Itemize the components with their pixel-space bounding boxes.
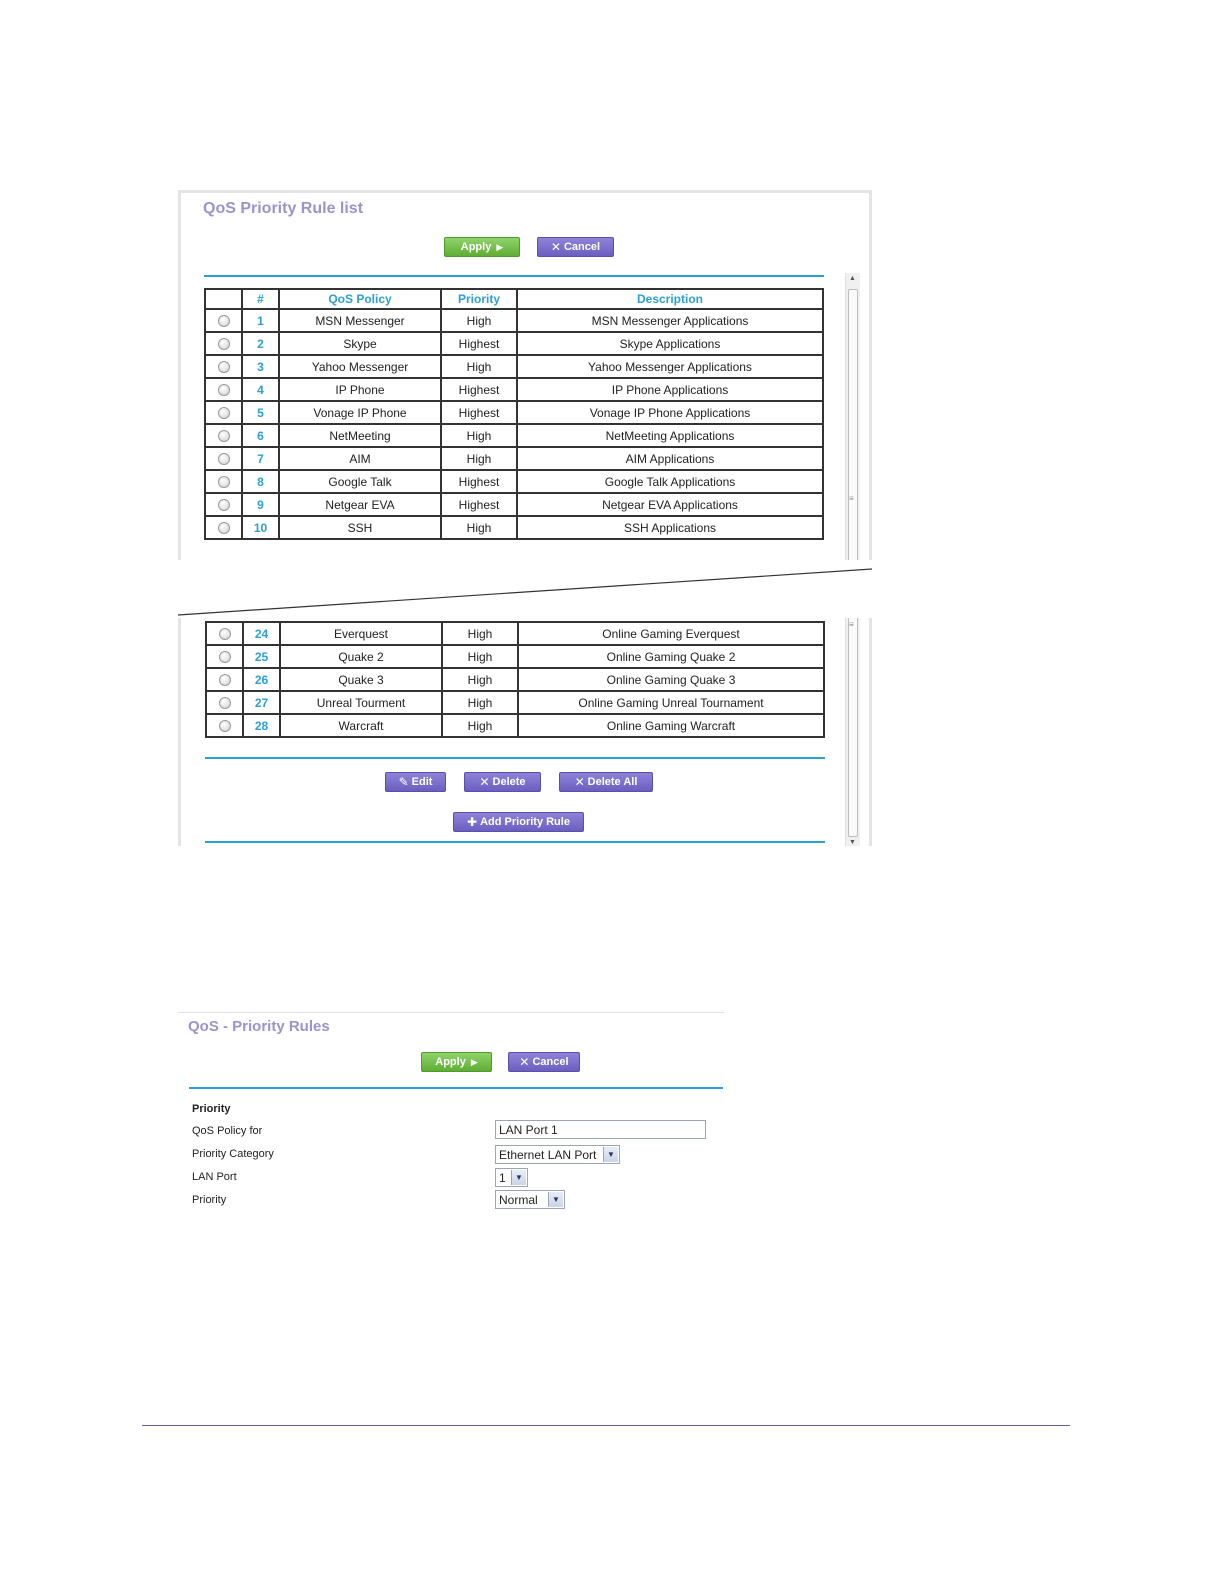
policy-name: Quake 2 bbox=[280, 645, 442, 668]
rule-table-bottom bbox=[205, 621, 825, 738]
description: Online Gaming Unreal Tournament bbox=[518, 691, 824, 714]
row-radio[interactable] bbox=[218, 361, 230, 373]
rule-number: 2 bbox=[242, 332, 279, 355]
x-icon: ✕ bbox=[574, 775, 585, 789]
row-radio[interactable] bbox=[218, 384, 230, 396]
policy-name: Warcraft bbox=[280, 714, 442, 737]
header-description: Description bbox=[517, 289, 823, 309]
select-cell[interactable] bbox=[205, 493, 242, 516]
cancel-label: Cancel bbox=[532, 1056, 569, 1068]
table-row[interactable] bbox=[205, 470, 823, 493]
policy-name: Yahoo Messenger bbox=[279, 355, 441, 378]
x-icon: ✕ bbox=[550, 240, 561, 254]
header-policy: QoS Policy bbox=[279, 289, 441, 309]
delete-label: Delete bbox=[492, 776, 526, 788]
header-select bbox=[205, 289, 242, 309]
divider bbox=[205, 757, 825, 759]
description: Online Gaming Quake 3 bbox=[518, 668, 824, 691]
cancel-label: Cancel bbox=[563, 241, 601, 253]
policy-name: Unreal Tourment bbox=[280, 691, 442, 714]
description: Vonage IP Phone Applications bbox=[517, 401, 823, 424]
rule-number: 28 bbox=[243, 714, 280, 737]
priority-value: High bbox=[441, 424, 517, 447]
top-border bbox=[178, 1012, 724, 1013]
table-row[interactable] bbox=[205, 516, 823, 539]
x-icon: ✕ bbox=[519, 1055, 530, 1069]
rule-number: 26 bbox=[243, 668, 280, 691]
edit-label: Edit bbox=[411, 776, 433, 788]
priority-value: Highest bbox=[441, 470, 517, 493]
policy-name: AIM bbox=[279, 447, 441, 470]
qos-policy-for-value: LAN Port 1 bbox=[499, 1122, 558, 1137]
select-cell[interactable] bbox=[205, 332, 242, 355]
rule-table-top bbox=[204, 288, 824, 540]
table-row[interactable] bbox=[205, 332, 823, 355]
priority-category-select[interactable] bbox=[495, 1145, 620, 1164]
scroll-up-icon[interactable]: ▲ bbox=[849, 275, 856, 282]
row-radio[interactable] bbox=[219, 720, 231, 732]
priority-value: Highest bbox=[441, 401, 517, 424]
priority-category-label: Priority Category bbox=[192, 1148, 274, 1160]
description: Netgear EVA Applications bbox=[517, 493, 823, 516]
qos-policy-for-label: QoS Policy for bbox=[192, 1125, 263, 1137]
rule-number: 27 bbox=[243, 691, 280, 714]
select-cell[interactable] bbox=[205, 401, 242, 424]
policy-name: SSH bbox=[279, 516, 441, 539]
priority-value: High bbox=[441, 355, 517, 378]
rule-number: 24 bbox=[243, 622, 280, 645]
header-priority: Priority bbox=[441, 289, 517, 309]
row-radio[interactable] bbox=[218, 338, 230, 350]
priority-category-value: Ethernet LAN Port bbox=[499, 1147, 597, 1162]
add-priority-rule-button[interactable] bbox=[453, 812, 584, 832]
divider bbox=[204, 275, 824, 277]
chevron-down-icon[interactable]: ▼ bbox=[511, 1170, 526, 1185]
description: Online Gaming Quake 2 bbox=[518, 645, 824, 668]
header-num: # bbox=[242, 289, 279, 309]
lan-port-select[interactable] bbox=[495, 1168, 528, 1187]
panel-title: QoS - Priority Rules bbox=[188, 1018, 330, 1035]
select-cell[interactable] bbox=[206, 691, 243, 714]
play-arrow-icon: ▶ bbox=[470, 1056, 478, 1067]
description: IP Phone Applications bbox=[517, 378, 823, 401]
table-row[interactable] bbox=[205, 355, 823, 378]
priority-value: High bbox=[441, 516, 517, 539]
description: Online Gaming Warcraft bbox=[518, 714, 824, 737]
rule-number: 8 bbox=[242, 470, 279, 493]
row-radio[interactable] bbox=[219, 674, 231, 686]
select-cell[interactable] bbox=[206, 622, 243, 645]
grip-icon: ≡ bbox=[849, 494, 854, 503]
apply-label: Apply bbox=[460, 241, 492, 253]
apply-label: Apply bbox=[435, 1056, 466, 1068]
row-radio[interactable] bbox=[219, 628, 231, 640]
table-row[interactable] bbox=[205, 378, 823, 401]
priority-value: High bbox=[442, 668, 518, 691]
pencil-icon: ✎ bbox=[398, 775, 409, 789]
priority-label: Priority bbox=[192, 1194, 227, 1206]
select-cell[interactable] bbox=[205, 447, 242, 470]
rule-number: 3 bbox=[242, 355, 279, 378]
description: MSN Messenger Applications bbox=[517, 309, 823, 332]
table-row[interactable] bbox=[205, 309, 823, 332]
policy-name: Google Talk bbox=[279, 470, 441, 493]
row-radio[interactable] bbox=[219, 697, 231, 709]
cancel-button[interactable] bbox=[508, 1052, 580, 1072]
row-radio[interactable] bbox=[218, 499, 230, 511]
policy-name: NetMeeting bbox=[279, 424, 441, 447]
rule-number: 6 bbox=[242, 424, 279, 447]
priority-value: Normal bbox=[499, 1192, 538, 1207]
scroll-thumb[interactable] bbox=[848, 289, 858, 589]
select-cell[interactable] bbox=[206, 714, 243, 737]
table-row[interactable] bbox=[205, 424, 823, 447]
qos-rule-list-panel bbox=[178, 190, 872, 846]
priority-value: Highest bbox=[441, 378, 517, 401]
select-cell[interactable] bbox=[206, 668, 243, 691]
priority-select[interactable] bbox=[495, 1190, 565, 1209]
qos-policy-for-input[interactable] bbox=[495, 1120, 706, 1139]
scroll-down-icon[interactable]: ▼ bbox=[849, 839, 856, 846]
table-row[interactable] bbox=[205, 401, 823, 424]
row-radio[interactable] bbox=[218, 407, 230, 419]
rule-number: 10 bbox=[242, 516, 279, 539]
x-icon: ✕ bbox=[479, 775, 490, 789]
priority-value: High bbox=[442, 691, 518, 714]
policy-name: Quake 3 bbox=[280, 668, 442, 691]
policy-name: MSN Messenger bbox=[279, 309, 441, 332]
row-radio[interactable] bbox=[218, 476, 230, 488]
rule-number: 7 bbox=[242, 447, 279, 470]
select-cell[interactable] bbox=[205, 516, 242, 539]
table-row[interactable] bbox=[205, 447, 823, 470]
select-cell[interactable] bbox=[205, 355, 242, 378]
chevron-down-icon[interactable]: ▼ bbox=[603, 1147, 618, 1162]
description: SSH Applications bbox=[517, 516, 823, 539]
scrollbar-lower[interactable] bbox=[845, 613, 860, 846]
scroll-thumb-lower[interactable] bbox=[848, 613, 858, 837]
scrollbar[interactable] bbox=[845, 273, 860, 573]
play-arrow-icon: ▶ bbox=[496, 241, 504, 252]
row-radio[interactable] bbox=[219, 651, 231, 663]
lan-port-value: 1 bbox=[499, 1170, 506, 1185]
description: Yahoo Messenger Applications bbox=[517, 355, 823, 378]
table-row[interactable] bbox=[205, 493, 823, 516]
select-cell[interactable] bbox=[205, 424, 242, 447]
rule-number: 4 bbox=[242, 378, 279, 401]
delete-all-label: Delete All bbox=[587, 776, 638, 788]
page-break-cut bbox=[170, 560, 880, 618]
cancel-button[interactable] bbox=[537, 237, 614, 257]
description: NetMeeting Applications bbox=[517, 424, 823, 447]
priority-value: High bbox=[441, 309, 517, 332]
apply-button[interactable] bbox=[444, 237, 520, 257]
table-row[interactable] bbox=[206, 645, 824, 668]
table-row[interactable] bbox=[206, 668, 824, 691]
add-rule-label: Add Priority Rule bbox=[480, 816, 570, 828]
select-cell[interactable] bbox=[205, 470, 242, 493]
policy-name: Vonage IP Phone bbox=[279, 401, 441, 424]
rule-number: 25 bbox=[243, 645, 280, 668]
priority-value: Highest bbox=[441, 332, 517, 355]
policy-name: Netgear EVA bbox=[279, 493, 441, 516]
table-row[interactable] bbox=[206, 691, 824, 714]
table-header bbox=[205, 289, 823, 309]
rule-number: 5 bbox=[242, 401, 279, 424]
qos-priority-rules-panel bbox=[178, 1012, 724, 1222]
chevron-down-icon[interactable]: ▼ bbox=[548, 1192, 563, 1207]
footer-rule bbox=[142, 1425, 1070, 1426]
rule-number: 1 bbox=[242, 309, 279, 332]
apply-button[interactable] bbox=[421, 1052, 492, 1072]
row-radio[interactable] bbox=[218, 315, 230, 327]
priority-value: Highest bbox=[441, 493, 517, 516]
divider bbox=[205, 841, 825, 843]
description: Skype Applications bbox=[517, 332, 823, 355]
table-row[interactable] bbox=[206, 714, 824, 737]
description: AIM Applications bbox=[517, 447, 823, 470]
policy-name: Skype bbox=[279, 332, 441, 355]
lan-port-label: LAN Port bbox=[192, 1171, 237, 1183]
priority-value: High bbox=[441, 447, 517, 470]
row-radio[interactable] bbox=[218, 522, 230, 534]
divider bbox=[189, 1087, 723, 1089]
select-cell[interactable] bbox=[205, 378, 242, 401]
grip-icon: ≡ bbox=[849, 620, 854, 629]
priority-value: High bbox=[442, 645, 518, 668]
section-heading: Priority bbox=[192, 1103, 231, 1115]
plus-icon: ✚ bbox=[467, 815, 478, 829]
delete-all-button[interactable] bbox=[559, 772, 653, 792]
select-cell[interactable] bbox=[205, 309, 242, 332]
row-radio[interactable] bbox=[218, 453, 230, 465]
table-row[interactable] bbox=[206, 622, 824, 645]
edit-button[interactable] bbox=[385, 772, 446, 792]
select-cell[interactable] bbox=[206, 645, 243, 668]
priority-value: High bbox=[442, 622, 518, 645]
rule-number: 9 bbox=[242, 493, 279, 516]
description: Google Talk Applications bbox=[517, 470, 823, 493]
priority-value: High bbox=[442, 714, 518, 737]
policy-name: Everquest bbox=[280, 622, 442, 645]
description: Online Gaming Everquest bbox=[518, 622, 824, 645]
panel-title: QoS Priority Rule list bbox=[203, 200, 364, 217]
policy-name: IP Phone bbox=[279, 378, 441, 401]
delete-button[interactable] bbox=[464, 772, 541, 792]
row-radio[interactable] bbox=[218, 430, 230, 442]
